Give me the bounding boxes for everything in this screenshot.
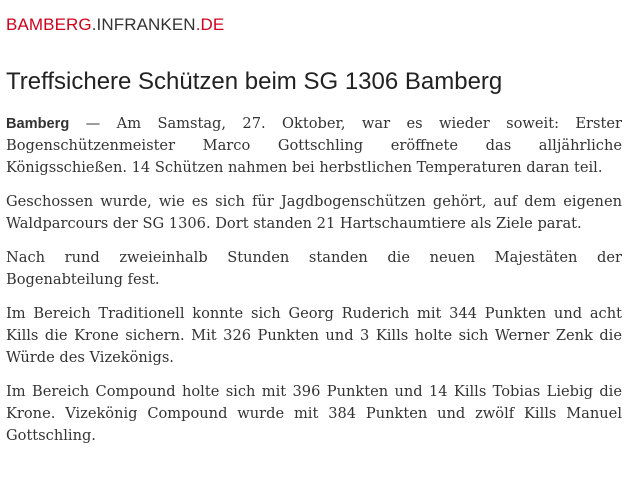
- article-paragraph: Nach rund zweieinhalb Stunden standen die neuen Majestäten der Bogenabteilung fest.: [6, 249, 622, 288]
- article-paragraph: Im Bereich Traditionell konnte sich Georg Ruderich mit 344 Punkten und acht Kills die Krone sichern. Mit 326 Punkten und 3 Kills holte sich Werner Zenk die Würde des Vizekönigs.: [6, 305, 622, 366]
- article-paragraph: Geschossen wurde, wie es sich für Jagdbogenschützen gehört, auf dem eigenen Waldparcours der SG 1306. Dort standen 21 Hartschaumtiere als Ziele parat.: [6, 193, 622, 232]
- dateline: Bamberg: [6, 116, 70, 132]
- logo-part-de: .DE: [195, 15, 225, 34]
- logo-part-bamberg: BAMBERG: [6, 15, 92, 34]
- article-title: Treffsichere Schützen beim SG 1306 Bamberg: [6, 68, 503, 95]
- logo-part-infranken: .INFRANKEN: [91, 15, 196, 34]
- site-logo[interactable]: [6, 14, 622, 36]
- article-paragraph: [6, 113, 622, 179]
- article-paragraph: Im Bereich Compound holte sich mit 396 Punkten und 14 Kills Tobias Liebig die Krone. Vizekönig Compound wurde mit 384 Punkten und zwölf Kills Manuel Gottschling.: [6, 383, 622, 444]
- article-body: [6, 113, 622, 447]
- article-page: [6, 14, 622, 459]
- paragraph-text: — Am Samstag, 27. Oktober, war es wieder soweit: Erster Bogenschützenmeister Marco Gottschling eröffnete das alljährliche Königsschießen. 14 Schützen nahmen bei herbstlichen Temperaturen daran teil.: [6, 115, 622, 176]
